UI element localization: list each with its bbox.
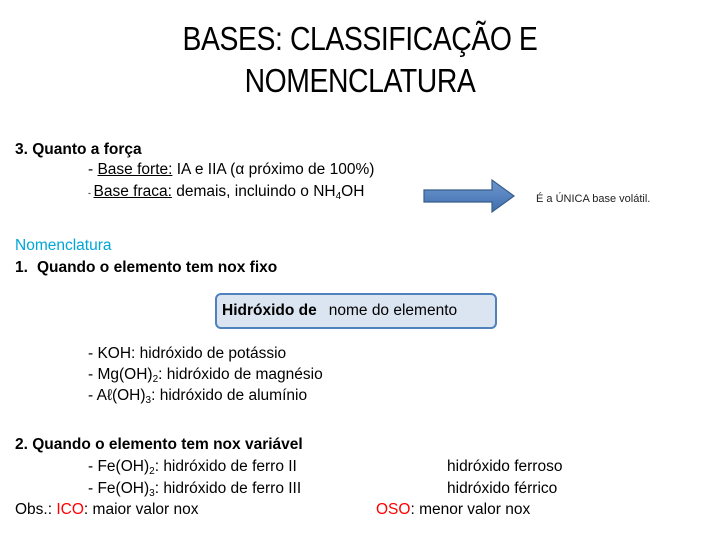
right-arrow-icon — [422, 178, 516, 214]
dash: - — [88, 188, 94, 198]
formula: - Fe(OH) — [88, 458, 150, 475]
obs-label: Obs.: — [15, 501, 57, 518]
ico-text: : maior valor nox — [83, 501, 199, 518]
base-fraca-label: Base fraca: — [93, 183, 172, 200]
item1-text: Quando o elemento tem nox fixo — [36, 259, 278, 276]
formula-box-bold: Hidróxido de — [222, 302, 317, 319]
obs-ico — [15, 501, 199, 519]
formula: - Fe(OH) — [88, 480, 150, 497]
subscript: 3 — [145, 395, 152, 406]
oso-suffix: OSO — [376, 501, 411, 518]
subscript: 2 — [149, 466, 155, 477]
base-forte-text-b: próximo de 100%) — [244, 161, 375, 178]
subscript: 3 — [149, 488, 155, 499]
base-forte-line — [88, 161, 374, 179]
example-text: : hidróxido de alumínio — [151, 387, 308, 404]
title-line-1: BASES: CLASSIFICAÇÃO E — [182, 20, 538, 57]
base-forte-text-a: IA e IIA ( — [172, 161, 236, 178]
example-text: : hidróxido de ferro II — [154, 458, 297, 475]
section3-heading: 3. Quanto a força — [15, 141, 142, 158]
example-text: : hidróxido de ferro III — [154, 480, 302, 497]
title-line-2: NOMENCLATURA — [244, 62, 476, 99]
ico-suffix: ICO — [56, 501, 84, 518]
subscript: 4 — [335, 191, 342, 202]
oso-text: : menor valor nox — [410, 501, 531, 518]
page-title — [50, 18, 669, 102]
formula: - Mg(OH) — [88, 366, 153, 383]
arrow-note: É a ÚNICA base volátil. — [536, 193, 651, 205]
example-feoh2 — [88, 458, 297, 477]
formula-box-element: nome do elemento — [328, 302, 458, 319]
base-forte-label: Base forte: — [97, 161, 173, 178]
obs-oso — [376, 501, 530, 519]
base-fraca-line — [88, 183, 364, 202]
dash: - — [88, 161, 98, 178]
formula-box-text — [222, 302, 457, 320]
nomenclatura-heading: Nomenclatura — [15, 237, 112, 254]
example-feoh3 — [88, 480, 301, 499]
alpha-symbol: α — [235, 161, 245, 178]
example-aloh3 — [88, 387, 307, 406]
feoh2-alt-name: hidróxido ferroso — [447, 458, 563, 475]
item1 — [15, 259, 277, 277]
example-text: : hidróxido de magnésio — [158, 366, 323, 383]
example-koh: - KOH: hidróxido de potássio — [88, 345, 287, 362]
base-fraca-end: OH — [341, 183, 365, 200]
base-fraca-text: demais, incluindo o NH — [171, 183, 336, 200]
section2-heading: 2. Quando o elemento tem nox variável — [15, 436, 303, 453]
example-mgoh2 — [88, 366, 323, 385]
feoh3-alt-name: hidróxido férrico — [447, 480, 558, 497]
item1-number: 1. — [15, 259, 28, 276]
subscript: 2 — [152, 374, 159, 385]
formula: - Aℓ(OH) — [88, 387, 146, 404]
